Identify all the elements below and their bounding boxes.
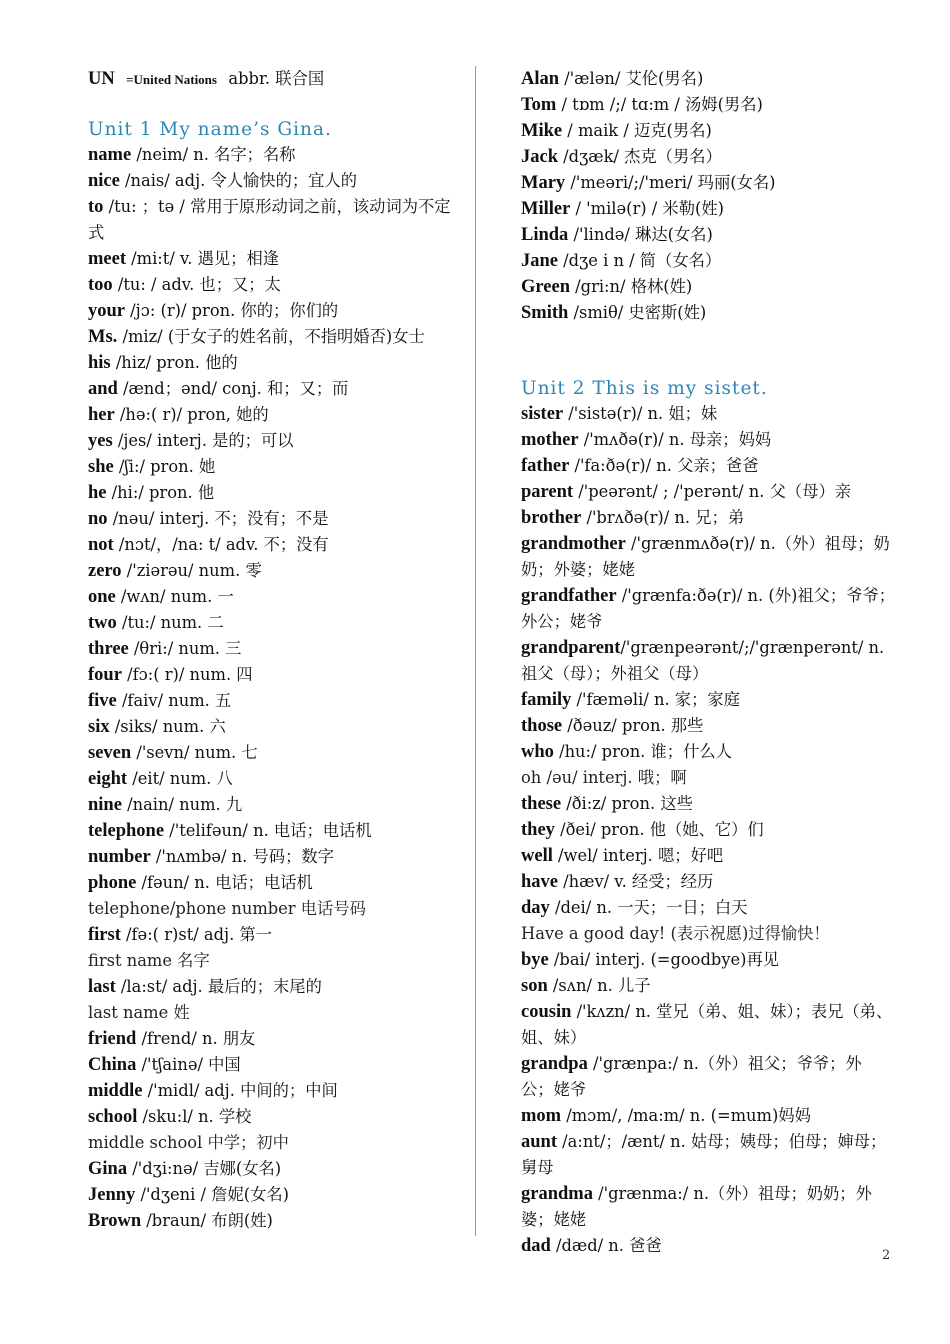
vocab-entry xyxy=(88,142,460,168)
vocab-entry xyxy=(521,66,893,92)
entry-abbr: =United Nations xyxy=(126,72,217,87)
vocab-entry xyxy=(88,766,460,792)
vocab-entry xyxy=(521,921,893,947)
entry-word: cousin xyxy=(521,1002,572,1022)
entry-definition: /'fa:ðə(r)/ n. 父亲；爸爸 xyxy=(569,456,759,475)
vocab-entry xyxy=(521,300,893,326)
vocab-entry xyxy=(88,194,460,246)
vocab-entry xyxy=(521,999,893,1051)
vocab-entry xyxy=(521,1181,893,1233)
entry-word: middle xyxy=(88,1081,143,1101)
vocab-entry xyxy=(521,1129,893,1181)
entry-definition: /sku:l/ n. 学校 xyxy=(137,1107,252,1126)
entry-definition: /hə:( r)/ pron, 她的 xyxy=(114,405,269,424)
entry-word: Miller xyxy=(521,199,571,219)
entry-word: brother xyxy=(521,508,582,528)
entry-word: school xyxy=(88,1107,138,1127)
vocab-entry xyxy=(88,454,460,480)
vocab-entry xyxy=(88,324,460,350)
vocab-entry xyxy=(88,948,460,974)
entry-definition: /'dʒeni / 詹妮(女名) xyxy=(135,1185,290,1204)
entry-definition: /hu:/ pron. 谁；什么人 xyxy=(553,742,732,761)
entry-word: they xyxy=(521,820,555,840)
entry-definition: /'grænma:/ n.（外）祖母；奶奶；外婆；姥姥 xyxy=(521,1184,872,1229)
entry-word: grandma xyxy=(521,1184,593,1204)
entry-definition: /'sistə(r)/ n. 姐；妹 xyxy=(563,404,718,423)
entry-definition: last name 姓 xyxy=(88,1003,190,1022)
entry-definition: /tu: ；tə / 常用于原形动词之前，该动词为不定式 xyxy=(88,197,451,242)
vocab-entry xyxy=(88,792,460,818)
entry-definition: /mi:t/ v. 遇见；相逢 xyxy=(126,249,280,268)
entry-definition: /neim/ n. 名字；名称 xyxy=(131,145,296,164)
entry-definition: /nais/ adj. 令人愉快的；宜人的 xyxy=(119,171,357,190)
vocab-entry xyxy=(88,1130,460,1156)
vocab-entry xyxy=(521,92,893,118)
unit1-title: Unit 1 My name’s Gina. xyxy=(88,119,332,140)
entry-definition: /'grænpa:/ n.（外）祖父；爷爷；外公；姥爷 xyxy=(521,1054,862,1099)
vocab-entry xyxy=(88,714,460,740)
entry-definition: /'grænmʌðə(r)/ n.（外）祖母；奶奶；外婆；姥姥 xyxy=(521,534,890,579)
entry-definition: /'fæməli/ n. 家；家庭 xyxy=(571,690,740,709)
vocab-entry xyxy=(88,974,460,1000)
entry-definition: /dʒæk/ 杰克（男名） xyxy=(558,147,722,166)
entry-definition: /tu: / adv. 也；又；太 xyxy=(112,275,281,294)
vocab-entry xyxy=(521,222,893,248)
entry-definition: /'grænfa:ðə(r)/ n. (外)祖父；爷爷； 外公；姥爷 xyxy=(521,586,904,631)
unit1-word-list xyxy=(88,142,460,1234)
entry-word: number xyxy=(88,847,151,867)
vocab-entry xyxy=(88,506,460,532)
entry-definition: /braun/ 布朗(姓) xyxy=(141,1211,273,1230)
entry-definition: /a:nt/；/ænt/ n. 姑母；姨母；伯母；婶母；舅母 xyxy=(521,1132,887,1177)
entry-word: grandmother xyxy=(521,534,626,554)
vocab-entry xyxy=(521,713,893,739)
vocab-entry xyxy=(88,376,460,402)
entry-word: UN xyxy=(88,69,115,89)
entry-word: Alan xyxy=(521,69,560,89)
vocab-entry xyxy=(88,740,460,766)
entry-definition: / maik / 迈克(男名) xyxy=(562,121,712,140)
entry-word: mother xyxy=(521,430,579,450)
entry-word: eight xyxy=(88,769,128,789)
entry-definition: /dæd/ n. 爸爸 xyxy=(550,1236,662,1255)
vocab-entry xyxy=(88,1104,460,1130)
entry-word: grandpa xyxy=(521,1054,588,1074)
unit2-word-list xyxy=(521,401,904,1259)
entry-definition: /siks/ num. 六 xyxy=(109,717,226,736)
entry-definition: /ðəuz/ pron. 那些 xyxy=(562,716,704,735)
vocab-entry xyxy=(521,427,893,453)
entry-word: and xyxy=(88,379,118,399)
vocab-entry xyxy=(521,739,893,765)
entry-definition: / 'milə(r) / 米勒(姓) xyxy=(570,199,724,218)
entry-definition: /eit/ num. 八 xyxy=(127,769,233,788)
vocab-entry xyxy=(88,402,460,428)
entry-word: friend xyxy=(88,1029,137,1049)
vocab-entry xyxy=(88,1078,460,1104)
entry-definition: /ʃi:/ pron. 她 xyxy=(113,457,216,476)
entry-word: son xyxy=(521,976,548,996)
entry-word: Brown xyxy=(88,1211,142,1231)
page-number: 2 xyxy=(882,1248,891,1263)
entry-word: Mary xyxy=(521,173,566,193)
entry-definition: /hæv/ v. 经受；经历 xyxy=(558,872,714,891)
vocab-entry xyxy=(88,350,460,376)
entry-word: nice xyxy=(88,171,120,191)
vocab-entry xyxy=(88,688,460,714)
vocab-entry xyxy=(88,558,460,584)
entry-definition: /'meəri/;/'meri/ 玛丽(女名) xyxy=(565,173,776,192)
entry-word: Tom xyxy=(521,95,557,115)
vocab-entry xyxy=(521,843,893,869)
entry-definition: /nɔt/，/na: t/ adv. 不；没有 xyxy=(113,535,329,554)
entry-definition: /'ælən/ 艾伦(男名) xyxy=(559,69,704,88)
vocab-entry xyxy=(88,272,460,298)
entry-definition: /hi:/ pron. 他 xyxy=(106,483,215,502)
vocab-entry xyxy=(521,1233,893,1259)
vocab-entry xyxy=(521,687,893,713)
vocab-entry xyxy=(521,1051,893,1103)
entry-definition: /fɔ:( r)/ num. 四 xyxy=(121,665,253,684)
entry-word: first xyxy=(88,925,121,945)
entry-word: nine xyxy=(88,795,122,815)
entry-definition: /θri:/ num. 三 xyxy=(128,639,242,658)
entry-definition: /jes/ interj. 是的；可以 xyxy=(112,431,294,450)
vocab-entry xyxy=(88,246,460,272)
entry-definition: /wʌn/ num. 一 xyxy=(115,587,234,606)
vocab-entry xyxy=(88,818,460,844)
entry-word: he xyxy=(88,483,107,503)
entry-definition: /'midl/ adj. 中间的；中间 xyxy=(142,1081,338,1100)
entry-word: her xyxy=(88,405,115,425)
vocab-entry xyxy=(521,196,893,222)
vocab-entry xyxy=(88,1208,460,1234)
entry-word: grandparent xyxy=(521,638,621,658)
unit2-title: Unit 2 This is my sistet. xyxy=(521,378,768,399)
vocab-entry xyxy=(521,453,893,479)
entry-definition: /faiv/ num. 五 xyxy=(116,691,232,710)
entry-definition: /frend/ n. 朋友 xyxy=(136,1029,256,1048)
vocab-entry xyxy=(521,531,893,583)
entry-definition: middle school 中学；初中 xyxy=(88,1133,289,1152)
entry-definition: /'ziərəu/ num. 零 xyxy=(121,561,262,580)
vocab-entry xyxy=(88,532,460,558)
entry-word: seven xyxy=(88,743,132,763)
vocab-entry xyxy=(521,791,893,817)
entry-word: have xyxy=(521,872,558,892)
vocab-entry xyxy=(521,869,893,895)
entry-word: last xyxy=(88,977,116,997)
entry-word: she xyxy=(88,457,114,477)
vocab-entry xyxy=(88,636,460,662)
entry-definition: /la:st/ adj. 最后的；末尾的 xyxy=(115,977,322,996)
entry-word: father xyxy=(521,456,570,476)
entry-definition: /'brʌðə(r)/ n. 兄；弟 xyxy=(581,508,745,527)
vocab-entry xyxy=(88,870,460,896)
entry-definition: /bai/ interj. (=goodbye)再见 xyxy=(548,950,780,969)
vocab-entry xyxy=(521,170,893,196)
entry-definition: /hiz/ pron. 他的 xyxy=(110,353,238,372)
entry-word: zero xyxy=(88,561,122,581)
entry-definition: /miz/ (于女子的姓名前，不指明婚否)女士 xyxy=(117,327,425,346)
vocab-entry xyxy=(521,118,893,144)
entry-definition: /'mʌðə(r)/ n. 母亲；妈妈 xyxy=(578,430,772,449)
entry-definition: /'dʒi:nə/ 吉娜(女名) xyxy=(127,1159,282,1178)
vocab-entry xyxy=(521,947,893,973)
vocab-entry xyxy=(521,144,893,170)
vocab-entry xyxy=(521,817,893,843)
entry-word: two xyxy=(88,613,117,633)
vocab-entry xyxy=(88,428,460,454)
entry-word: family xyxy=(521,690,572,710)
entry-definition: /dei/ n. 一天；一日；白天 xyxy=(549,898,748,917)
entry-word: phone xyxy=(88,873,137,893)
entry-definition: first name 名字 xyxy=(88,951,210,970)
entry-word: too xyxy=(88,275,113,295)
entry-word: his xyxy=(88,353,111,373)
entry-definition: /'grænpeərənt/;/'grænperənt/ n.祖父（母）；外祖父（母） xyxy=(521,638,885,683)
entry-word: China xyxy=(88,1055,137,1075)
vocab-entry xyxy=(88,480,460,506)
entry-definition: Have a good day! (表示祝愿)过得愉快！ xyxy=(521,924,830,943)
entry-definition: /nain/ num. 九 xyxy=(121,795,243,814)
vocab-entry xyxy=(521,479,893,505)
entry-word: grandfather xyxy=(521,586,617,606)
entry-definition: /tu:/ num. 二 xyxy=(116,613,224,632)
entry-word: sister xyxy=(521,404,564,424)
entry-word: name xyxy=(88,145,132,165)
entry-word: Jenny xyxy=(88,1185,136,1205)
vocab-entry xyxy=(88,168,460,194)
entry-definition: /'nʌmbə/ n. 号码；数字 xyxy=(150,847,334,866)
entry-word: six xyxy=(88,717,110,737)
vocab-entry xyxy=(521,274,893,300)
entry-definition: oh /əu/ interj. 哦；啊 xyxy=(521,768,687,787)
entry-word: one xyxy=(88,587,116,607)
entry-word: day xyxy=(521,898,550,918)
names-word-list xyxy=(521,66,893,326)
vocab-entry xyxy=(521,583,904,635)
vocab-entry xyxy=(88,896,460,922)
entry-word: to xyxy=(88,197,104,217)
vocab-entry xyxy=(521,505,893,531)
vocab-entry xyxy=(521,1103,893,1129)
entry-word: four xyxy=(88,665,122,685)
entry-word: parent xyxy=(521,482,574,502)
entry-word: bye xyxy=(521,950,549,970)
entry-word: well xyxy=(521,846,553,866)
entry-word: three xyxy=(88,639,129,659)
entry-definition: /'lində/ 琳达(女名) xyxy=(568,225,713,244)
entry-word: not xyxy=(88,535,114,555)
entry-word: Smith xyxy=(521,303,569,323)
vocab-entry xyxy=(88,844,460,870)
entry-word: Ms. xyxy=(88,327,118,347)
entry-word: Gina xyxy=(88,1159,128,1179)
vocab-entry xyxy=(88,584,460,610)
entry-word: dad xyxy=(521,1236,551,1256)
entry-definition: /'sevn/ num. 七 xyxy=(131,743,258,762)
entry-word: yes xyxy=(88,431,113,451)
entry-word: no xyxy=(88,509,108,529)
entry-word: Jane xyxy=(521,251,558,271)
column-divider xyxy=(475,66,476,1236)
vocab-entry xyxy=(88,1182,460,1208)
entry-definition: telephone/phone number 电话号码 xyxy=(88,899,366,918)
entry-definition: / tɒm /;/ tɑ:m / 汤姆(男名) xyxy=(556,95,763,114)
right-column xyxy=(521,66,904,1259)
entry-definition: /smiθ/ 史密斯(姓) xyxy=(568,303,707,322)
vocab-entry xyxy=(521,973,893,999)
vocab-entry xyxy=(521,635,893,687)
vocab-entry xyxy=(521,895,893,921)
entry-definition: /gri:n/ 格林(姓) xyxy=(569,277,693,296)
entry-definition: /dʒe i n / 简（女名） xyxy=(558,251,722,270)
vocab-entry xyxy=(88,1156,460,1182)
entry-definition: /fə:( r)st/ adj. 第一 xyxy=(120,925,272,944)
entry-definition: abbr. 联合国 xyxy=(228,69,325,88)
vocab-entry xyxy=(88,922,460,948)
entry-definition: /nəu/ interj. 不；没有；不是 xyxy=(107,509,329,528)
entry-definition: /ðei/ pron. 他（她、它）们 xyxy=(554,820,764,839)
vocab-entry xyxy=(88,1026,460,1052)
entry-word: your xyxy=(88,301,125,321)
entry-word: aunt xyxy=(521,1132,557,1152)
entry-word: Green xyxy=(521,277,570,297)
entry-definition: /fəun/ n. 电话；电话机 xyxy=(136,873,313,892)
entry-definition: /'telifəun/ n. 电话；电话机 xyxy=(164,821,372,840)
vocab-entry xyxy=(88,1052,460,1078)
entry-word: Jack xyxy=(521,147,558,167)
entry-word: meet xyxy=(88,249,126,269)
vocab-entry xyxy=(88,662,460,688)
vocab-entry xyxy=(88,298,460,324)
entry-word: who xyxy=(521,742,554,762)
entry-word: those xyxy=(521,716,563,736)
left-column xyxy=(88,66,460,1234)
entry-definition: /sʌn/ n. 儿子 xyxy=(547,976,651,995)
vocab-entry xyxy=(88,610,460,636)
vocab-entry xyxy=(88,1000,460,1026)
entry-definition: /'peərənt/ ; /'perənt/ n. 父（母）亲 xyxy=(573,482,852,501)
entry-word: telephone xyxy=(88,821,165,841)
entry-definition: /mɔm/, /ma:m/ n. (=mum)妈妈 xyxy=(561,1106,811,1125)
entry-word: mom xyxy=(521,1106,562,1126)
entry-word: five xyxy=(88,691,117,711)
un-entry xyxy=(88,66,460,92)
entry-definition: /ði:z/ pron. 这些 xyxy=(561,794,693,813)
vocab-entry xyxy=(521,765,893,791)
entry-definition: /'tʃainə/ 中国 xyxy=(136,1055,241,1074)
vocab-entry xyxy=(521,401,893,427)
entry-definition: /ænd；ənd/ conj. 和；又；而 xyxy=(117,379,349,398)
entry-definition: /jɔ: (r)/ pron. 你的；你们的 xyxy=(125,301,339,320)
entry-definition: /wel/ interj. 嗯；好吧 xyxy=(552,846,724,865)
entry-word: Mike xyxy=(521,121,563,141)
vocab-entry xyxy=(521,248,893,274)
entry-definition: /'kʌzn/ n. 堂兄（弟、姐、妹）；表兄（弟、姐、妹） xyxy=(521,1002,893,1047)
entry-word: these xyxy=(521,794,562,814)
entry-word: Linda xyxy=(521,225,569,245)
